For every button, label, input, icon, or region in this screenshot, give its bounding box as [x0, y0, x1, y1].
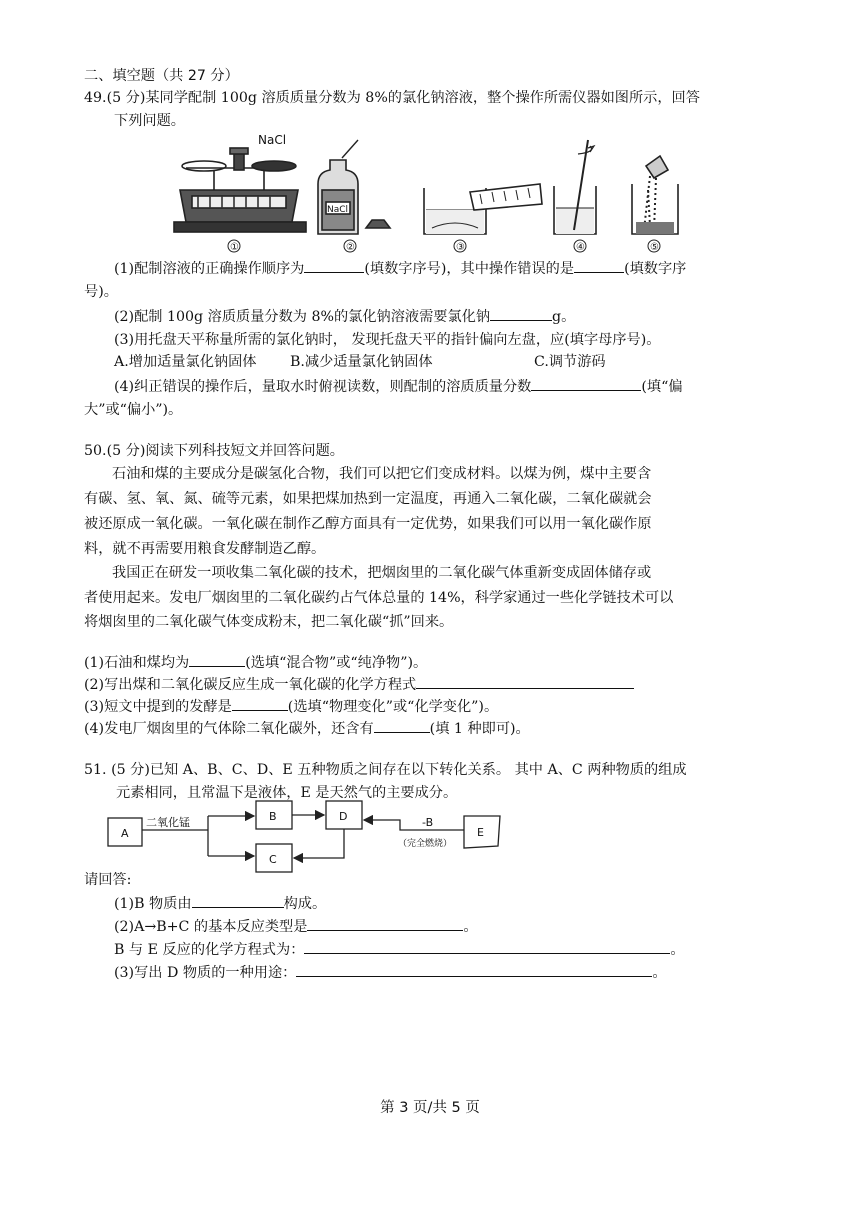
q50-q4-blank[interactable] — [374, 718, 430, 733]
q50-para2-line3: 将烟囱里的二氧化碳气体变成粉末，把二氧化碳“抓”回来。 — [84, 614, 454, 630]
q50-q3 — [84, 696, 498, 717]
q51-q2-text-b: 。 — [463, 919, 478, 935]
q50-q1-blank[interactable] — [189, 652, 245, 667]
node-a: A — [121, 827, 129, 840]
q49-apparatus-figure — [170, 130, 690, 258]
q49-part1-cont: 号)。 — [84, 284, 118, 300]
q51-q2-text-c: B 与 E 反应的化学方程式为： — [114, 942, 305, 958]
q50-q2-text: (2)写出煤和二氧化碳反应生成一氧化碳的化学方程式 — [84, 677, 417, 693]
node-d: D — [339, 810, 348, 823]
q50-q1-text-b: (选填“混合物”或“纯净物”)。 — [245, 655, 428, 671]
option-b: B.减少适量氯化钠固体 — [290, 354, 433, 370]
balance-illustration — [174, 133, 306, 232]
node-e: E — [477, 826, 484, 839]
nacl-bottle-label: NaCl — [327, 205, 349, 215]
figure-label-4: ④ — [576, 242, 585, 253]
q50-q1-text-a: (1)石油和煤均为 — [84, 655, 190, 671]
nacl-top-label: NaCl — [258, 133, 287, 147]
q50-q4 — [84, 718, 530, 739]
q49-part1-text-b: (填数字序号)，其中操作错误的是 — [364, 261, 575, 277]
q51-q1-text-b: 构成。 — [283, 896, 327, 912]
q50-q1 — [84, 652, 427, 673]
q51-q3-text-b: 。 — [652, 965, 667, 981]
q49-part4-text-a: (4)纠正错误的操作后，量取水时俯视读数，则配制的溶质质量分数 — [114, 379, 532, 395]
q50-q4-text-b: (填 1 种即可)。 — [429, 721, 530, 737]
q49-options — [114, 352, 606, 372]
q51-answer-label: 请回答: — [84, 872, 132, 888]
q49-part1-text-c: (填数字序 — [624, 261, 687, 277]
q50-q3-text-b: (选填“物理变化”或“化学变化”)。 — [287, 699, 499, 715]
q49-part1-blank-order[interactable] — [304, 258, 364, 273]
node-b: B — [269, 810, 277, 823]
q50-para1-line2: 有碳、氢、氧、氮、硫等元素，如果把煤加热到一定温度，再通入二氧化碳，二氧化碳就会 — [84, 491, 652, 507]
q51-q3-blank[interactable] — [296, 962, 652, 977]
q49-part2-text-a: (2)配制 100g 溶质质量分数为 8%的氯化钠溶液需要氯化钠 — [114, 309, 491, 325]
q51-q2-text-a: (2)A→B+C 的基本反应类型是 — [114, 919, 308, 935]
q51-conversion-diagram — [100, 796, 520, 882]
option-a: A.增加适量氯化钠固体 — [114, 354, 257, 370]
figure-label-3: ③ — [456, 242, 465, 253]
option-c: C.调节游码 — [534, 354, 606, 370]
arrow-d-c — [294, 829, 344, 858]
figure-label-2: ② — [346, 242, 355, 253]
catalyst-label: 二氧化锰 — [146, 816, 190, 829]
q50-para1-line3: 被还原成一氧化碳。一氧化碳在制作乙醇方面具有一定优势，如果我们可以用一氧化碳作原 — [84, 516, 652, 532]
q51-q2-text-d: 。 — [670, 942, 685, 958]
q49-part4 — [114, 376, 683, 397]
q51-q1-text-a: (1)B 物质由 — [114, 896, 192, 912]
q50-para1-line4: 料，就不再需要用粮食发酵制造乙醇。 — [84, 541, 326, 557]
q49-part4-cont: 大”或“偏小”)。 — [84, 402, 183, 418]
minus-b-label: -B — [422, 816, 434, 829]
q50-q2-blank[interactable] — [416, 674, 634, 689]
q51-q3 — [114, 962, 667, 983]
q49-part2-text-b: g。 — [552, 309, 576, 325]
q49-part2-blank[interactable] — [490, 306, 552, 321]
section-title: 二、填空题（共 27 分） — [84, 68, 239, 84]
q49-part4-text-b: (填“偏 — [641, 379, 683, 395]
q50-para2-line1: 我国正在研发一项收集二氧化碳的技术，把烟囱里的二氧化碳气体重新变成固体储存或 — [112, 565, 652, 581]
q50-stem: 50.(5 分)阅读下列科技短文并回答问题。 — [84, 443, 344, 459]
q51-q2-equation — [114, 939, 685, 960]
figure-label-5: ⑤ — [650, 242, 659, 253]
q49-stem-line1: 49.(5 分)某同学配制 100g 溶质质量分数为 8%的氯化钠溶液，整个操作所需仪器如图所示，回答 — [84, 90, 700, 106]
q51-q3-text-a: (3)写出 D 物质的一种用途： — [114, 965, 297, 981]
q49-part1-blank-error[interactable] — [574, 258, 624, 273]
q50-q3-text-a: (3)短文中提到的发酵是 — [84, 699, 232, 715]
q49-part1 — [114, 258, 686, 279]
q50-q2 — [84, 674, 634, 695]
solid-pouring-illustration — [632, 156, 678, 234]
q49-part2 — [114, 306, 575, 327]
q51-stem-line2: 元素相同，且常温下是液体，E 是天然气的主要成分。 — [116, 785, 458, 801]
q51-q1-blank[interactable] — [192, 893, 284, 908]
q50-q3-blank[interactable] — [232, 696, 288, 711]
figure-label-1: ① — [230, 242, 239, 253]
q51-q2-blank[interactable] — [307, 916, 463, 931]
q49-part1-text-a: (1)配制溶液的正确操作顺序为 — [114, 261, 305, 277]
q49-part4-blank[interactable] — [531, 376, 641, 391]
q50-para2-line2: 者使用起来。发电厂烟囱里的二氧化碳约占气体总量的 14%，科学家通过一些化学链技术可以 — [84, 590, 674, 606]
q50-q4-text-a: (4)发电厂烟囱里的气体除二氧化碳外，还含有 — [84, 721, 374, 737]
q50-para1-line1: 石油和煤的主要成分是碳氢化合物，我们可以把它们变成材料。以煤为例，煤中主要含 — [112, 466, 652, 482]
q49-stem-line2: 下列问题。 — [114, 113, 185, 129]
stirring-illustration — [554, 140, 596, 234]
q51-q2-equation-blank[interactable] — [304, 939, 670, 954]
node-c: C — [269, 853, 277, 866]
q49-part3: (3)用托盘天平称量所需的氯化钠时， 发现托盘天平的指针偏向左盘，应(填字母序号)。 — [114, 332, 661, 348]
page-number: 第 3 页/共 5 页 — [380, 1100, 480, 1116]
cylinder-pouring-illustration — [424, 184, 542, 234]
arrow-e-d — [364, 820, 464, 830]
q51-q1 — [114, 893, 326, 914]
reagent-bottle-illustration — [318, 140, 390, 234]
q51-q2 — [114, 916, 478, 937]
q51-stem-line1: 51. (5 分)已知 A、B、C、D、E 五种物质之间存在以下转化关系。 其中 A、C 两种物质的组成 — [84, 762, 687, 778]
combustion-label: （完全燃烧） — [398, 839, 453, 849]
